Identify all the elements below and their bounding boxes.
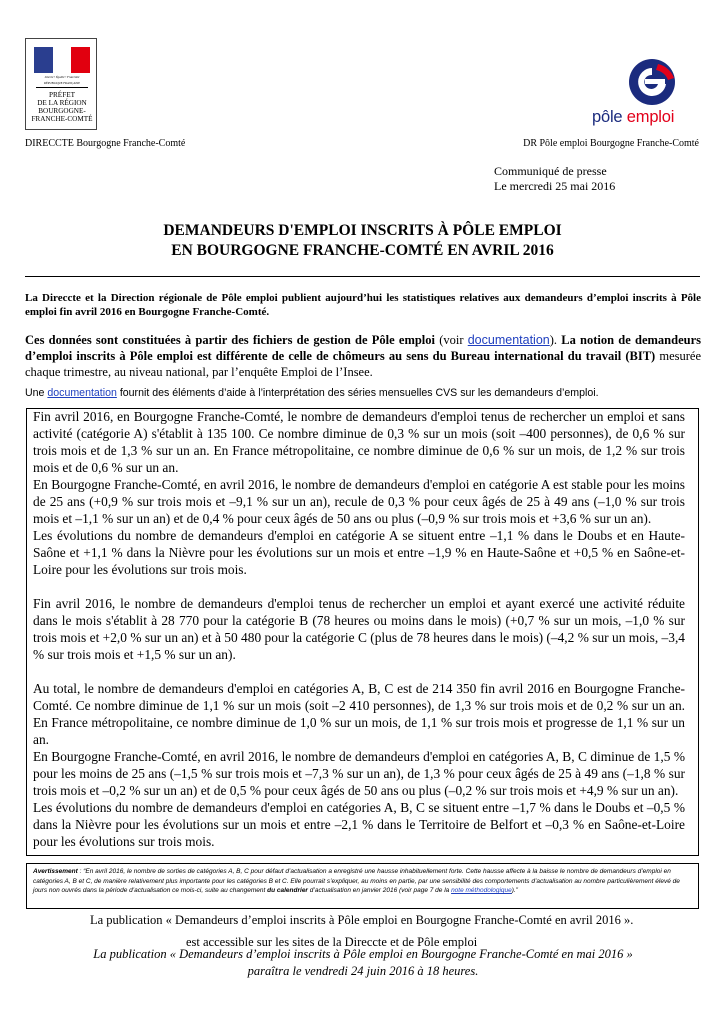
doc-line-text: Une — [25, 387, 48, 399]
data-note-bold-2: La notion de demandeurs d’emploi inscrits à Pôle emploi est différente de celle de chômeurs au sens du Bureau international du travail (BIT) — [25, 333, 701, 363]
title-divider — [25, 276, 700, 277]
warning-label: Avertissement — [33, 868, 78, 875]
logo-divider — [36, 87, 88, 88]
paragraph-age-abc: En Bourgogne Franche-Comté, en avril 2016, le nombre de demandeurs d'emploi en catégories A, B, C diminue de 1,5 % pour les moins de 25 ans (–1,5 % sur trois mois et –7,3 % sur un an), de 1,3 % pour ceux âgés de 25 à 49 ans (–1,8 % sur trois mois et –0,2 % sur un an) et de 0,5 % pour ceux âgés de 50 ans ou plus (–0,2 % sur trois mois et +4,9 % sur un an). — [33, 749, 685, 798]
accessible-line: est accessible sur les sites de la Direccte et de Pôle emploi — [186, 935, 478, 949]
pole-emploi-wordmark — [592, 108, 674, 127]
pe-word-pole: pôle — [592, 108, 623, 126]
warning-text-part: ).” — [511, 887, 518, 894]
pe-word-emploi: emploi — [626, 108, 675, 126]
next-publication-line-2: paraîtra le vendredi 24 juin 2016 à 18 heures. — [247, 964, 479, 978]
doc-line-text: fournit des éléments d’aide à l’interprétation des séries mensuelles CVS sur les demandeurs d’emploi. — [116, 387, 599, 399]
press-label: Communiqué de presse — [494, 164, 607, 178]
republic-label: RÉPUBLIQUE FRANÇAISE — [43, 81, 81, 85]
prefet-line: FRANCHE-COMTÉ — [31, 115, 93, 123]
republic-motto: Liberté • Égalité • Fraternité — [44, 75, 80, 79]
warning-box — [26, 863, 699, 909]
prefet-line: PRÉFET — [49, 91, 75, 99]
paragraph-departments-cat-a: Les évolutions du nombre de demandeurs d'emploi en catégorie A se situent entre –1,1 % dans le Doubs et en Haute-Saône et +1,1 % dans la Nièvre pour les évolutions sur un mois et entre –1,9 % en Haute-Saône et +0,5 % en Saône-et-Loire pour les évolutions sur trois mois. — [33, 528, 685, 577]
title-line-2: EN BOURGOGNE FRANCHE-COMTÉ EN AVRIL 2016 — [171, 242, 554, 259]
french-flag-icon — [34, 47, 90, 73]
paragraph-cat-a: Fin avril 2016, en Bourgogne Franche-Comté, le nombre de demandeurs d'emploi tenus de rechercher un emploi et sans activité (catégorie A) s'établit à 135 100. Ce nombre diminue de 0,3 % sur un mois (soit –400 personnes), de 0,6 % sur trois mois et de 1,3 % sur un an. En France métropolitaine, ce nombre diminue de 0,6 % sur un mois, de 1,2 % sur trois mois et de 0,6 % sur un an. — [33, 409, 685, 475]
data-note-text: ). — [549, 333, 562, 347]
press-release-block — [494, 164, 615, 194]
prefet-line: DE LA RÉGION — [37, 99, 87, 107]
page-title — [25, 221, 700, 261]
data-note-text: mesurée chaque trimestre, au niveau national, par l’enquête Emploi de l’Insee. — [25, 349, 701, 379]
data-note-text: (voir — [435, 333, 468, 347]
title-line-1: DEMANDEURS D'EMPLOI INSCRITS À PÔLE EMPLOI — [163, 222, 562, 239]
main-content-box — [26, 408, 699, 856]
documentation-link[interactable]: documentation — [467, 333, 550, 347]
press-date: Le mercredi 25 mai 2016 — [494, 179, 616, 193]
prefet-logo — [25, 38, 97, 130]
paragraph-departments-abc: Les évolutions du nombre de demandeurs d'emploi en catégories A, B, C se situent entre –1,7 % dans le Doubs et –0,5 % dans la Nièvre pour les évolutions sur un mois et entre –2,1 % dans le Territoire de Belfort et –0,3 % en Saône-et-Loire pour les évolutions sur trois mois. — [33, 800, 685, 849]
paragraph-total-abc: Au total, le nombre de demandeurs d'emploi en catégories A, B, C est de 214 350 fin avril 2016 en Bourgogne Franche-Comté. Ce nombre diminue de 1,1 % sur un mois (soit –2 410 personnes), de 1,3 % sur trois mois et de 0,2 % sur un an. En France métropolitaine, ce nombre diminue de 1,0 % sur un mois, de 1,1 % sur trois mois et progresse de 1,1 % sur un an. — [33, 681, 685, 747]
next-publication-line-1: La publication « Demandeurs d’emploi inscrits à Pôle emploi en Bourgogne Franche-Comté en mai 2016 » — [93, 947, 633, 961]
methodology-note-link[interactable]: note méthodologique — [451, 887, 512, 894]
paragraph-cat-b-c: Fin avril 2016, le nombre de demandeurs d'emploi tenus de rechercher un emploi et ayant exercé une activité réduite dans le mois s'établit à 28 770 pour la catégorie B (78 heures ou moins dans le mois) (+0,7 % sur un mois, –1,0 % sur trois mois et +2,0 % sur un an) et à 50 480 pour la catégorie C (plus de 78 heures dans le mois) (–4,2 % sur un mois, –3,4 % sur trois mois et +1,5 % sur un an). — [33, 596, 685, 662]
publication-line: La publication « Demandeurs d’emploi inscrits à Pôle emploi en Bourgogne Franche-Comté en avril 2016 ». — [90, 913, 634, 927]
warning-text — [33, 867, 695, 896]
documentation-line — [25, 386, 599, 400]
next-publication — [25, 946, 701, 980]
header-left: DIRECCTE Bourgogne Franche-Comté — [25, 138, 186, 149]
pole-emploi-e-icon — [628, 58, 676, 106]
paragraph-age-cat-a: En Bourgogne Franche-Comté, en avril 2016, le nombre de demandeurs d'emploi en catégorie A est stable pour les moins de 25 ans (+0,9 % sur trois mois et –9,1 % sur un an), recule de 0,3 % pour ceux âgés de 25 à 49 ans (–1,0 % sur trois mois et –1,1 % sur un an) et de 0,4 % pour ceux âgés de 50 ans ou plus (–0,9 % sur trois mois et +3,6 % sur un an). — [33, 477, 685, 526]
warning-bold: du calendrier — [267, 887, 308, 894]
data-note-bold-1: Ces données sont constituées à partir des fichiers de gestion de Pôle emploi — [25, 333, 435, 347]
warning-text-part: d’actualisation en janvier 2016 (voir page 7 de la — [307, 887, 452, 894]
prefet-text — [28, 91, 96, 123]
data-note-paragraph — [25, 332, 701, 380]
intro-paragraph: La Direccte et la Direction régionale de Pôle emploi publient aujourd’hui les statistiques relatives aux demandeurs d’emploi inscrits à Pôle emploi fin avril 2016 en Bourgogne Franche-Comté. — [25, 292, 701, 318]
documentation-link-2[interactable]: documentation — [47, 387, 117, 399]
warning-text-part: : “En avril 2016, le nombre de sorties de catégories A, B, C pour défaut d’actualisation a enregistré une hausse inhabituellement forte. Cette hausse affecte à la baisse le nombre de demandeurs d’emploi en catégories A, B et C, de manière relativement plus importante pour les catégories B et C. Elle pourrait s’expliquer, au moins en partie, par une sensibilité des comportements d’actualisation au nombre particulièrement élevé de jours non ouvrés dans la période d’actualisation ce mois-ci, suite au changement — [33, 868, 680, 894]
header-right: DR Pôle emploi Bourgogne Franche-Comté — [523, 138, 699, 149]
pole-emploi-logo — [588, 58, 706, 132]
prefet-line: BOURGOGNE- — [38, 107, 86, 115]
